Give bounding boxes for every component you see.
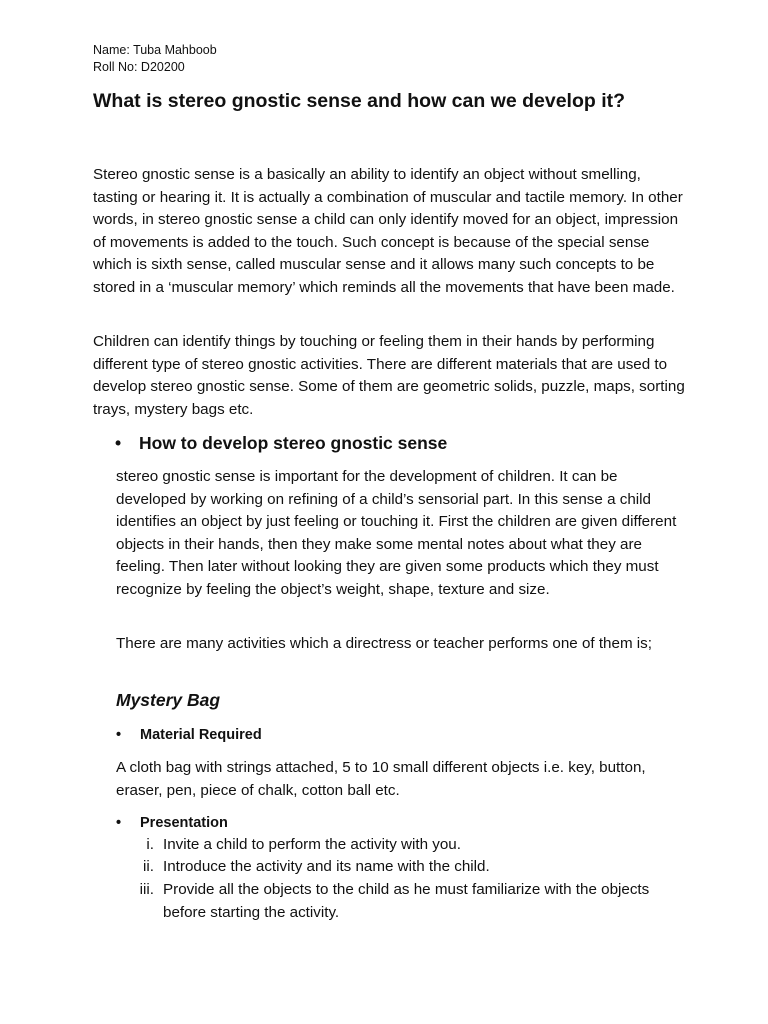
activities-paragraph: There are many activities which a directress or teacher performs one of them is;	[116, 635, 652, 652]
material-text: A cloth bag with strings attached, 5 to 10 small different objects i.e. key, button, eraser, pen, piece of chalk, cotton ball etc.	[116, 759, 646, 799]
intro-paragraph: Stereo gnostic sense is a basically an ability to identify an object without smelling, tasting or hearing it. It is actually a combination of muscular and tactile memory. In other words, in stereo gnostic sense a child can only identify moved for an object, impression of movements is added to the touch. Such concept is because of the special sense which is sixth sense, called muscular sense and it allows many such concepts to be stored in a ‘muscular memory’ which reminds all the movements that have been made.	[93, 166, 683, 296]
development-paragraph: stereo gnostic sense is important for the development of children. It can be developed by working on refining of a child’s sensorial part. In this sense a child identifies an object by just feeling or touching it. First the children are given different objects in their hands, then they make some mental notes about what they are feeling. Then later without looking they are given some products which they must recognize by feeling the object’s weight, shape, texture and size.	[116, 468, 677, 598]
materials-paragraph: Children can identify things by touching or feeling them in their hands by performing different type of stereo gnostic activities. There are different materials that are used to develop stereo gnostic sense. Some of them are geometric solids, puzzle, maps, sorting trays, mystery bags etc.	[93, 333, 685, 418]
list-number: iii.	[139, 881, 154, 898]
presentation-heading-text: Presentation	[140, 815, 228, 831]
bullet-icon: •	[116, 815, 122, 831]
list-text: Provide all the objects to the child as he must familiarize with the objects before starting the activity.	[163, 881, 650, 921]
list-number: ii.	[143, 858, 154, 875]
list-text: Invite a child to perform the activity with you.	[163, 836, 461, 853]
roll-number: Roll No: D20200	[93, 60, 185, 74]
page-title: What is stereo gnostic sense and how can we develop it?	[93, 90, 626, 112]
bullet-icon: •	[115, 433, 122, 453]
material-heading-text: Material Required	[140, 727, 262, 743]
activity-title: Mystery Bag	[116, 690, 221, 710]
section-heading-text: How to develop stereo gnostic sense	[139, 433, 448, 453]
list-number: i.	[146, 836, 154, 853]
student-name: Name: Tuba Mahboob	[93, 43, 217, 57]
bullet-icon: •	[116, 727, 122, 743]
list-text: Introduce the activity and its name with the child.	[163, 858, 490, 875]
